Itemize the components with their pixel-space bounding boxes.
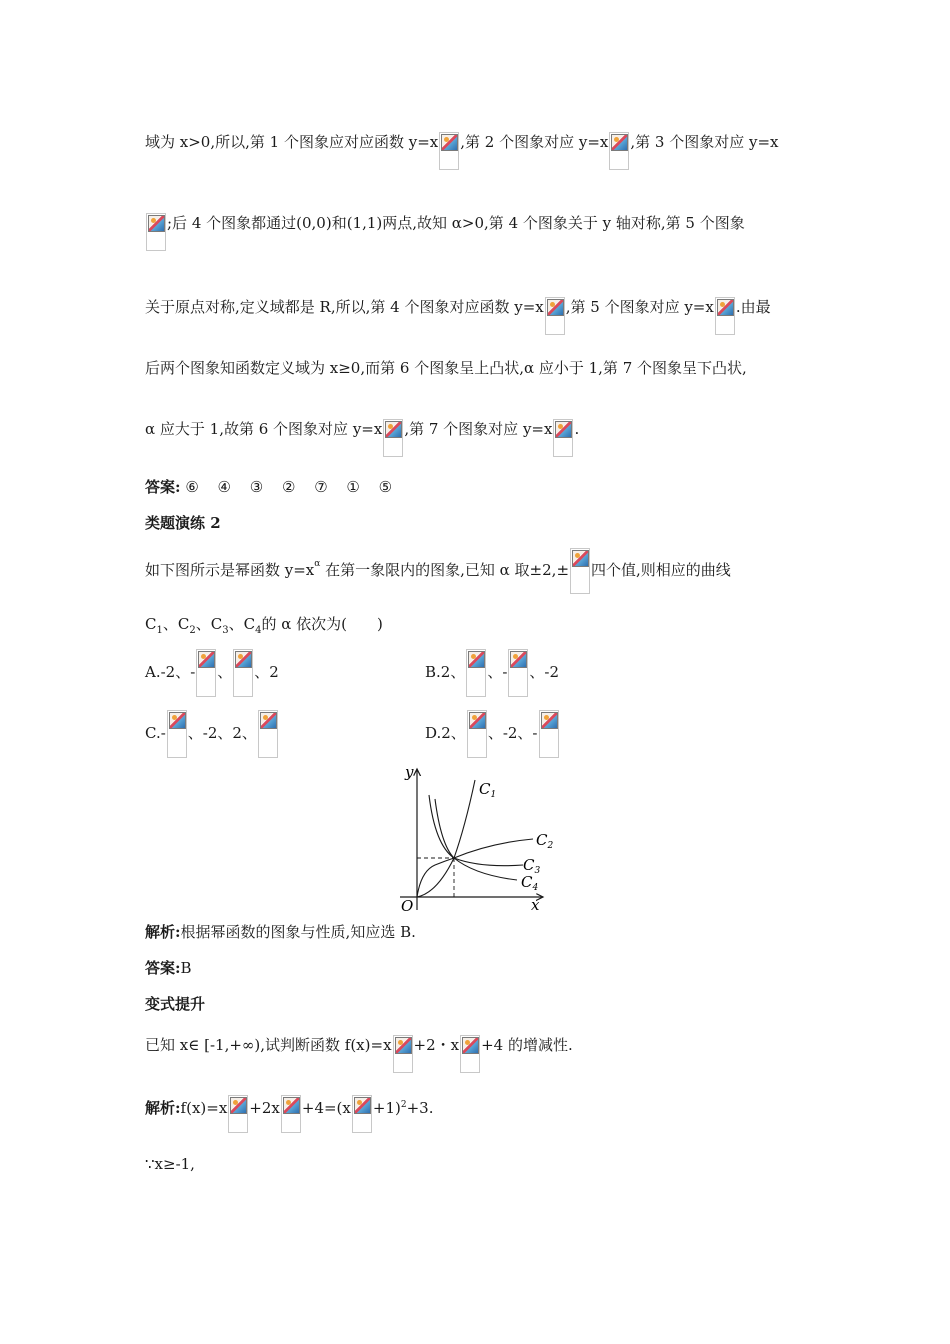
option-text: D.2、 (425, 724, 466, 742)
option-d[interactable] (425, 710, 560, 758)
curve-c3 (429, 795, 523, 866)
text-span: 四个值,则相应的曲线 (591, 561, 731, 579)
text-span: .由最 (735, 298, 771, 316)
formula-image-icon (146, 213, 166, 251)
text-span: 、C (195, 615, 223, 633)
formula-image-icon (553, 419, 573, 457)
option-text: B.2、 (425, 663, 466, 681)
text-span: +2・x (413, 1036, 460, 1054)
option-c[interactable] (145, 710, 279, 758)
option-a[interactable] (145, 649, 279, 697)
text-span: 关于原点对称,定义域都是 R,所以,第 4 个图象对应函数 y=x (145, 298, 544, 316)
option-text: 、- (487, 663, 508, 681)
curve-c2 (417, 839, 533, 897)
analysis-label: 解析: (145, 923, 181, 941)
text-line (145, 358, 747, 378)
subscript: 3 (222, 625, 229, 636)
text-span: 、C (162, 615, 190, 633)
formula-image-icon (439, 132, 459, 170)
answer-label: 答案: (145, 478, 181, 496)
superscript: 2 (400, 1100, 407, 1110)
formula-image-icon (570, 548, 590, 594)
formula-image-icon (196, 649, 216, 697)
curve-label-c2: $C_2$ (536, 831, 554, 851)
curve-c1 (417, 780, 475, 897)
text-span: +3. (406, 1099, 434, 1117)
formula-image-icon (352, 1095, 372, 1133)
text-span: 、C (228, 615, 256, 633)
power-function-graph (395, 765, 555, 915)
curve-c4 (435, 799, 517, 880)
text-span: 在第一象限内的图象,已知 α 取±2,± (320, 561, 570, 579)
option-text: 、2 (254, 663, 279, 681)
answer-value: ⑥ ④ ③ ② ⑦ ① ⑤ (185, 478, 393, 496)
formula-image-icon (383, 419, 403, 457)
text-span: 如下图所示是幂函数 y=x (145, 561, 315, 579)
formula-image-icon (228, 1095, 248, 1133)
text-span: α 应大于 1,故第 6 个图象对应 y=x (145, 420, 383, 438)
option-text: 、-2、- (487, 724, 538, 742)
superscript: α (314, 559, 321, 569)
formula-image-icon (609, 132, 629, 170)
formula-image-icon (281, 1095, 301, 1133)
section-title: 类题演练 2 (145, 514, 221, 532)
y-axis-label: y (405, 765, 414, 781)
text-span: . (574, 420, 580, 438)
text-line (145, 213, 745, 251)
option-b[interactable] (425, 649, 559, 697)
curve-label-c4: $C_4$ (521, 873, 539, 893)
answer-line (145, 477, 392, 497)
origin-label: O (401, 897, 414, 915)
formula-image-icon (539, 710, 559, 758)
formula-image-icon (467, 710, 487, 758)
analysis-label: 解析: (145, 1099, 181, 1117)
formula-image-icon (715, 297, 735, 335)
text-span: 后两个图象知函数定义域为 x≥0,而第 6 个图象呈上凸状,α 应小于 1,第 7 个图象呈下凸状, (145, 359, 747, 377)
text-span: +4=(x (301, 1099, 351, 1117)
text-span: ,第 3 个图象对应 y=x (630, 133, 779, 151)
analysis-line (145, 922, 416, 942)
answer-label: 答案: (145, 959, 181, 977)
option-text: 、-2、2、 (187, 724, 257, 742)
text-span: ,第 5 个图象对应 y=x (565, 298, 714, 316)
analysis-text: 根据幂函数的图象与性质,知应选 B. (180, 923, 416, 941)
option-text: A.-2、- (145, 663, 196, 681)
text-span: +1) (372, 1099, 401, 1117)
text-line (145, 419, 579, 457)
option-text: 、 (217, 663, 233, 681)
text-span: 的 α 依次为( ) (261, 615, 383, 633)
formula-image-icon (393, 1035, 413, 1073)
formula-image-icon (460, 1035, 480, 1073)
text-span: ,第 2 个图象对应 y=x (460, 133, 609, 151)
formula-image-icon (258, 710, 278, 758)
option-text: C.- (145, 724, 166, 742)
formula-image-icon (508, 649, 528, 697)
text-span: C (145, 615, 157, 633)
curve-label-c1: $C_1$ (479, 780, 497, 800)
text-line (145, 132, 778, 170)
text-span: 域为 x>0,所以,第 1 个图象应对应函数 y=x (145, 133, 439, 151)
text-span: ;后 4 个图象都通过(0,0)和(1,1)两点,故知 α>0,第 4 个图象关于 y 轴对称,第 5 个图象 (167, 214, 745, 232)
subscript: 4 (255, 625, 262, 636)
answer-line (145, 958, 192, 978)
x-axis-label: x (531, 896, 540, 914)
formula-image-icon (545, 297, 565, 335)
text-line (145, 297, 771, 335)
text-span: +2x (249, 1099, 280, 1117)
text-span: f(x)=x (180, 1099, 228, 1117)
because-line: ∵x≥-1, (145, 1155, 195, 1173)
question-line (145, 614, 383, 641)
formula-image-icon (167, 710, 187, 758)
text-span: +4 的增减性. (481, 1036, 573, 1054)
option-text: 、-2 (529, 663, 560, 681)
text-span: ,第 7 个图象对应 y=x (404, 420, 553, 438)
problem-line (145, 1035, 573, 1073)
formula-image-icon (233, 649, 253, 697)
answer-value: B (180, 959, 192, 977)
analysis-line (145, 1095, 433, 1133)
subscript: 2 (189, 625, 196, 636)
section-title: 变式提升 (145, 995, 206, 1013)
curve-label-c3: $C_3$ (523, 856, 541, 876)
question-line (145, 548, 731, 594)
text-span: 已知 x∈ [-1,+∞),试判断函数 f(x)=x (145, 1036, 392, 1054)
subscript: 1 (156, 625, 163, 636)
formula-image-icon (466, 649, 486, 697)
